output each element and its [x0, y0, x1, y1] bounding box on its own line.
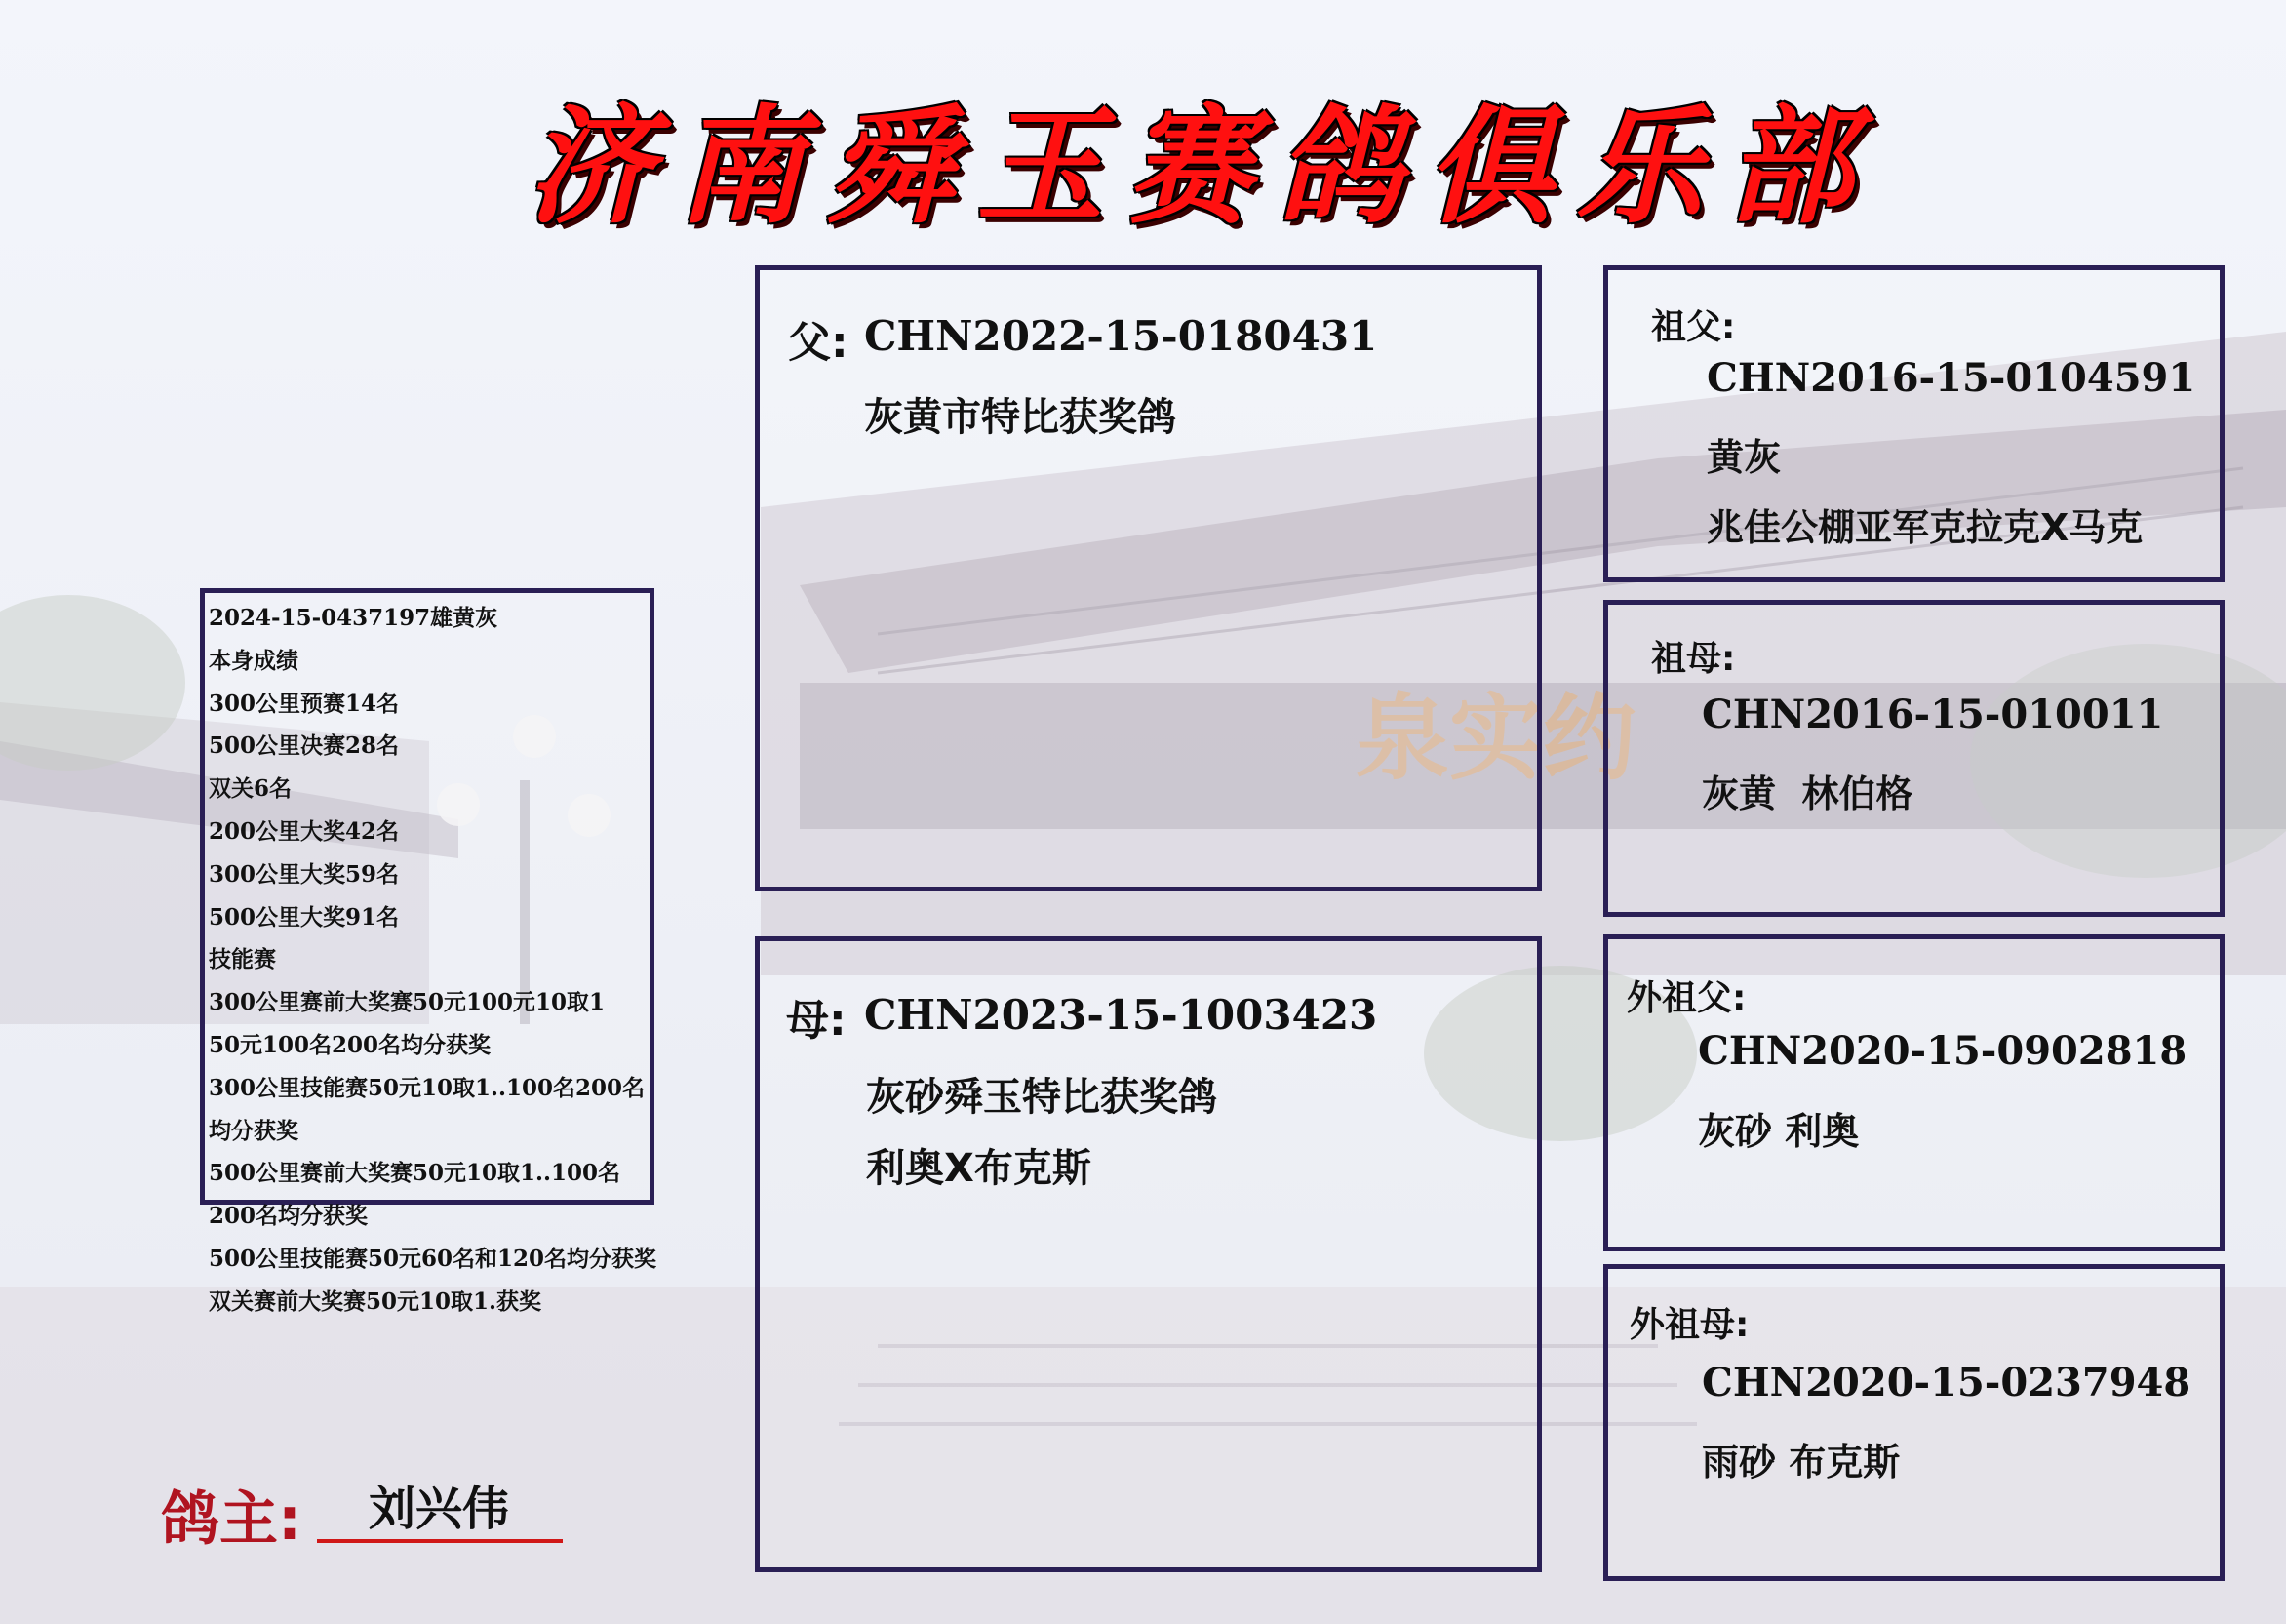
title-char: 玉 [976, 91, 1104, 241]
record-list [209, 597, 656, 1324]
record-line: 本身成绩 [209, 647, 298, 674]
record-line: 50元100名200名均分获奖 [209, 1031, 492, 1058]
sire-label: 父: [788, 318, 848, 368]
grandsire-bloodline: 兆佳公棚亚军克拉克X马克 [1707, 506, 2144, 549]
maternal-grandsire-description: 灰砂 利奥 [1698, 1110, 1860, 1153]
record-line: 500公里赛前大奖赛50元10取1..100名 [209, 1160, 621, 1187]
record-line: 500公里决赛28名 [209, 733, 400, 760]
record-line: 技能赛 [209, 946, 276, 973]
owner-label: 鸽主: [161, 1485, 301, 1554]
dam-ring-number: CHN2023-15-1003423 [864, 991, 1378, 1039]
record-line: 双关赛前大奖赛50元10取1.获奖 [209, 1287, 542, 1315]
title-char: 舜 [826, 91, 954, 241]
record-line: 2024-15-0437197雄黄灰 [209, 605, 498, 631]
title-char: 乐 [1576, 91, 1704, 241]
owner-underline [317, 1539, 563, 1543]
grandsire-label: 祖父: [1651, 307, 1736, 347]
sire-ring-number: CHN2022-15-0180431 [864, 312, 1378, 360]
record-line: 300公里技能赛50元10取1..100名200名 [209, 1074, 646, 1101]
owner-name: 刘兴伟 [369, 1482, 510, 1536]
sire-description: 灰黄市特比获奖鸽 [864, 395, 1176, 440]
title-char: 赛 [1125, 91, 1253, 241]
granddam-description: 灰黄 林伯格 [1702, 772, 1913, 815]
record-line: 500公里技能赛50元60名和120名均分获奖 [209, 1245, 657, 1272]
record-line: 300公里大奖59名 [209, 860, 400, 888]
record-line: 500公里大奖91名 [209, 903, 400, 931]
record-line: 300公里预赛14名 [209, 690, 400, 717]
title-char: 鸽 [1276, 91, 1403, 241]
temple-sign-text: 泉实约 [1356, 683, 1636, 793]
record-line: 均分获奖 [209, 1117, 298, 1144]
record-line: 双关6名 [209, 775, 293, 803]
grandsire-color: 黄灰 [1707, 436, 1782, 479]
maternal-grandsire-label: 外祖父: [1627, 978, 1747, 1018]
title-char: 俱 [1426, 91, 1554, 241]
record-line: 200公里大奖42名 [209, 817, 400, 845]
title-char: 南 [676, 91, 804, 241]
dam-bloodline: 利奥X布克斯 [866, 1146, 1091, 1191]
grandsire-ring-number: CHN2016-15-0104591 [1707, 355, 2196, 401]
granddam-label: 祖母: [1651, 639, 1736, 679]
record-line: 300公里赛前大奖赛50元100元10取1 [209, 989, 606, 1016]
maternal-granddam-ring-number: CHN2020-15-0237948 [1702, 1360, 2191, 1406]
granddam-ring-number: CHN2016-15-010011 [1702, 692, 2164, 737]
maternal-granddam-description: 雨砂 布克斯 [1702, 1441, 1901, 1484]
dam-description: 灰砂舜玉特比获奖鸽 [866, 1075, 1217, 1120]
club-title [527, 59, 1853, 254]
title-char: 济 [527, 91, 654, 241]
maternal-grandsire-ring-number: CHN2020-15-0902818 [1698, 1028, 2187, 1074]
dam-label: 母: [786, 996, 847, 1046]
maternal-granddam-label: 外祖母: [1630, 1305, 1750, 1345]
title-char: 部 [1725, 91, 1853, 241]
record-line: 200名均分获奖 [209, 1203, 369, 1230]
